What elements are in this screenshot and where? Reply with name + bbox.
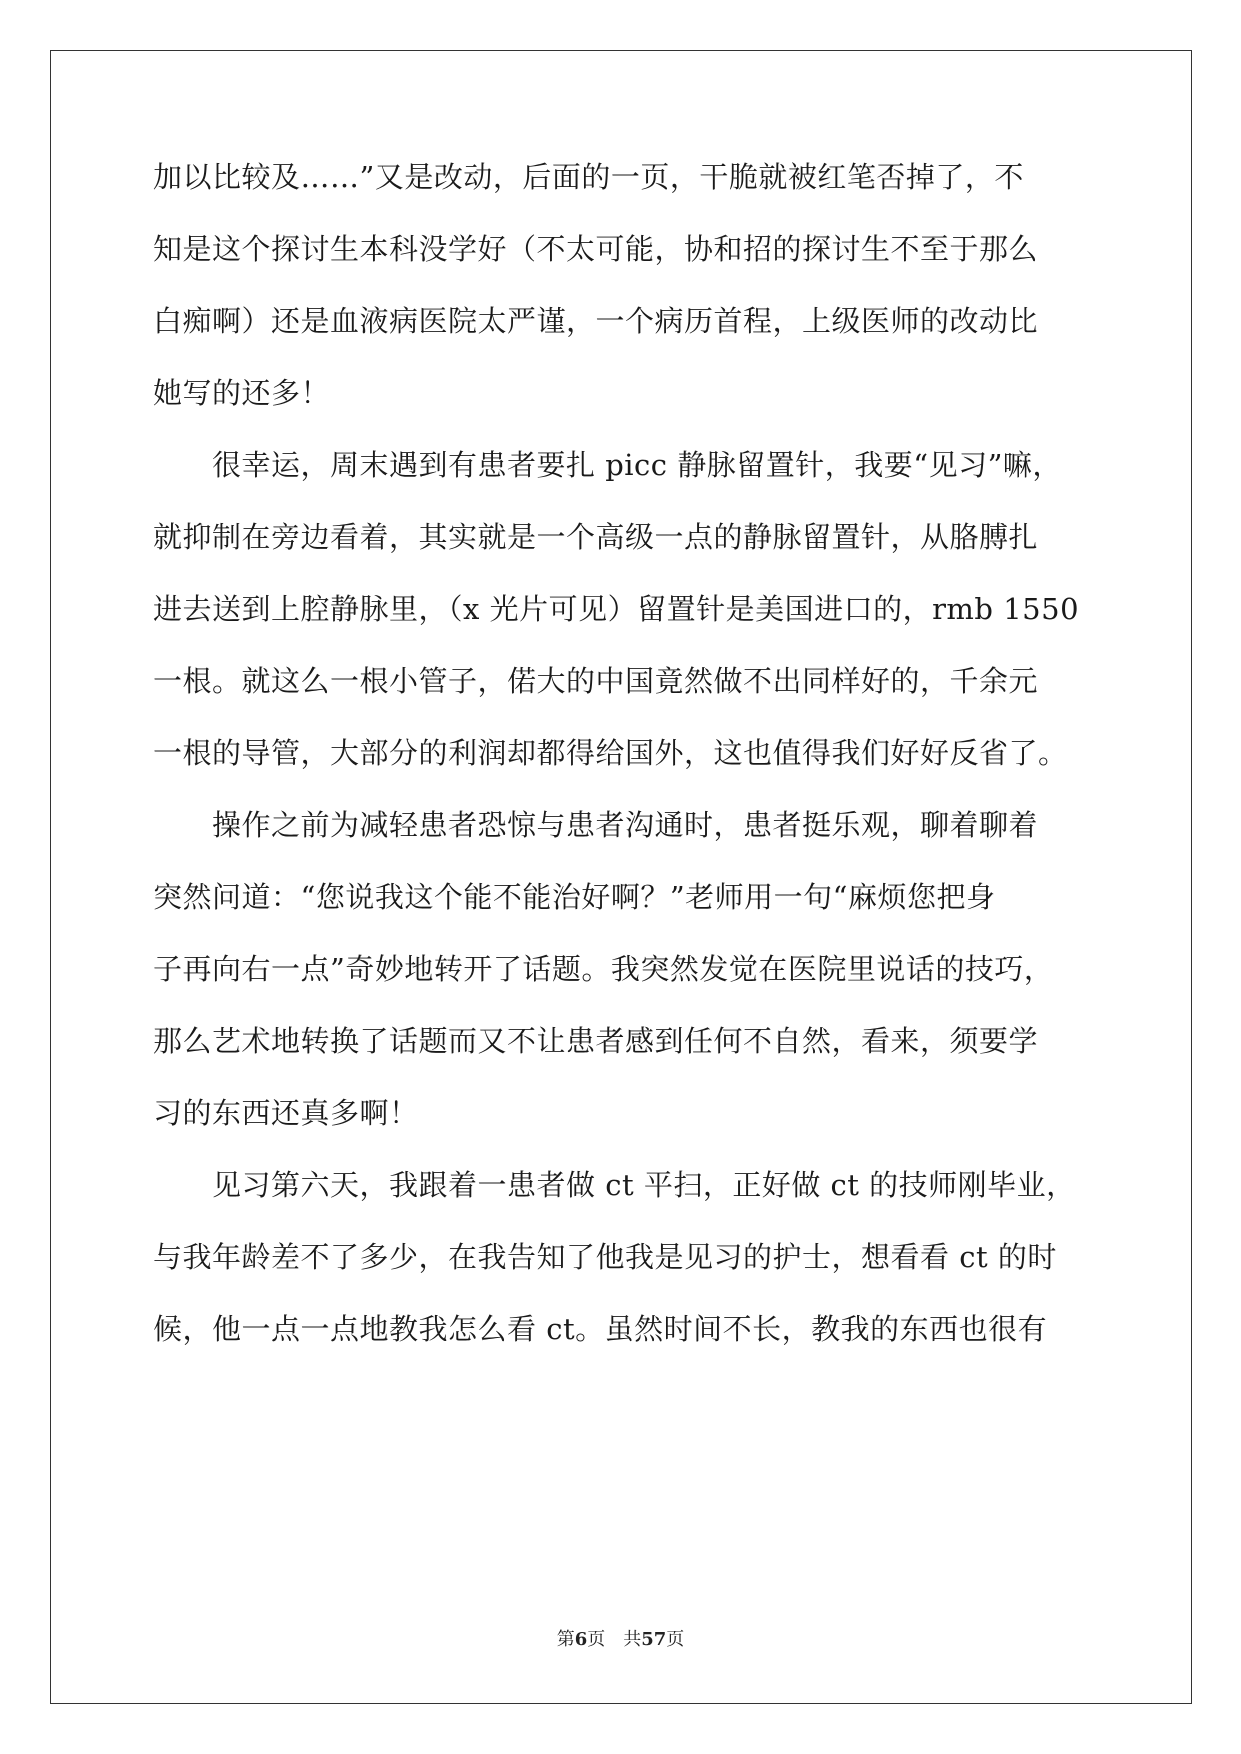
footer-suffix: 页 bbox=[666, 1629, 685, 1650]
text-line: 一根。就这么一根小管子，偌大的中国竟然做不出同样好的，千余元 bbox=[153, 664, 1039, 698]
text-line: 加以比较及……”又是改动，后面的一页，干脆就被红笔否掉了，不 bbox=[153, 160, 1024, 194]
text-line: 她写的还多！ bbox=[153, 376, 331, 410]
page-footer bbox=[0, 1628, 1241, 1652]
text-line: 知是这个探讨生本科没学好（不太可能，协和招的探讨生不至于那么 bbox=[153, 232, 1039, 266]
text-line: 突然问道：“您说我这个能不能治好啊？”老师用一句“麻烦您把身 bbox=[153, 880, 996, 914]
text-line: 子再向右一点”奇妙地转开了话题。我突然发觉在医院里说话的技巧， bbox=[153, 952, 1054, 986]
current-page-number: 6 bbox=[574, 1629, 588, 1650]
text-line: 与我年龄差不了多少，在我告知了他我是见习的护士，想看看 ct 的时 bbox=[153, 1240, 1057, 1274]
footer-prefix: 第 bbox=[556, 1629, 575, 1650]
text-line: 一根的导管，大部分的利润却都得给国外，这也值得我们好好反省了。 bbox=[153, 736, 1068, 770]
text-line: 就抑制在旁边看着，其实就是一个高级一点的静脉留置针，从胳膊扎 bbox=[153, 520, 1039, 554]
text-line: 候，他一点一点地教我怎么看 ct。虽然时间不长，教我的东西也很有 bbox=[153, 1312, 1048, 1346]
text-line: 操作之前为减轻患者恐惊与患者沟通时，患者挺乐观，聊着聊着 bbox=[153, 808, 1039, 842]
text-line: 很幸运，周末遇到有患者要扎 picc 静脉留置针，我要“见习”嘛， bbox=[153, 448, 1062, 482]
footer-mid: 页 共 bbox=[587, 1629, 642, 1650]
text-line: 进去送到上腔静脉里，（x 光片可见）留置针是美国进口的，rmb 1550 bbox=[153, 592, 1080, 626]
text-line: 习的东西还真多啊！ bbox=[153, 1096, 419, 1130]
text-line: 那么艺术地转换了话题而又不让患者感到任何不自然，看来，须要学 bbox=[153, 1024, 1039, 1058]
text-line: 见习第六天，我跟着一患者做 ct 平扫，正好做 ct 的技师刚毕业， bbox=[153, 1168, 1076, 1202]
total-page-count: 57 bbox=[641, 1629, 667, 1650]
text-line: 白痴啊）还是血液病医院太严谨，一个病历首程，上级医师的改动比 bbox=[153, 304, 1039, 338]
